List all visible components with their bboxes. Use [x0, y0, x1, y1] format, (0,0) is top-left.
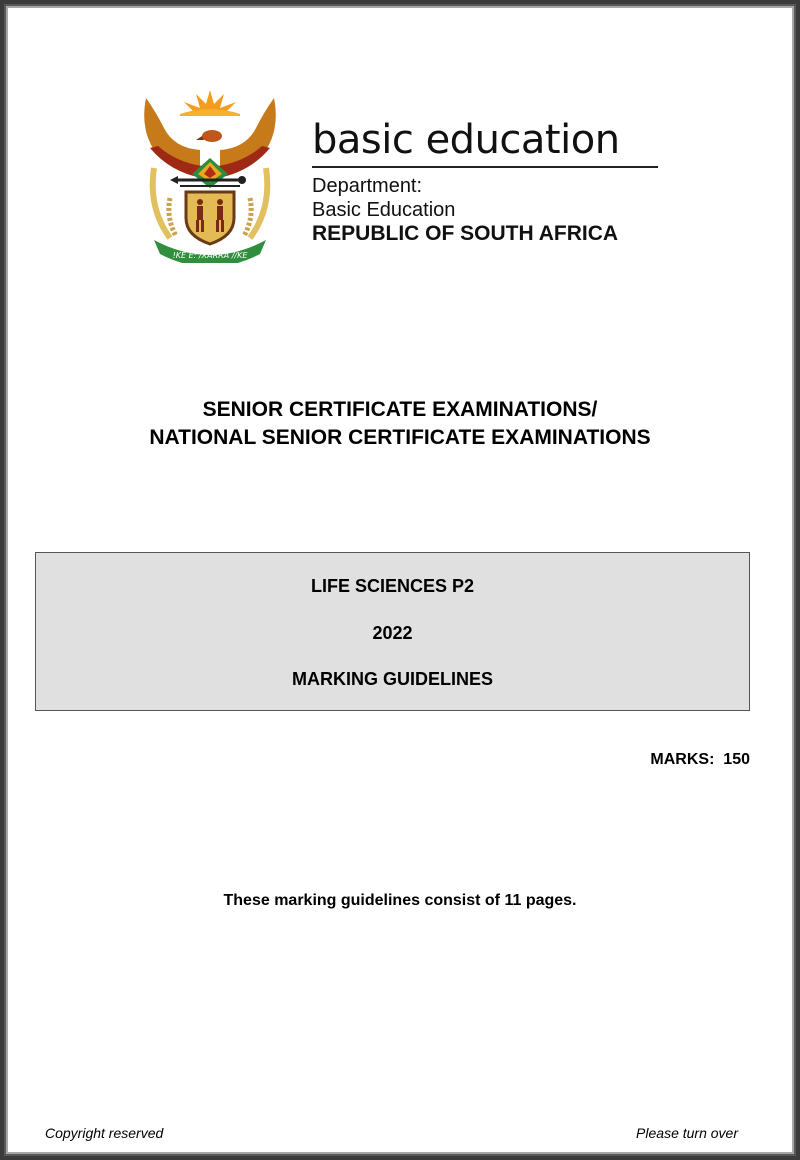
country-name: REPUBLIC OF SOUTH AFRICA	[312, 222, 619, 245]
south-africa-coat-of-arms-icon	[140, 88, 280, 263]
page-count-note: These marking guidelines consist of 11 pages.	[223, 892, 577, 909]
total-marks: MARKS: 150	[650, 751, 750, 768]
svg-text:!KE E: /XARRA //KE: !KE E: /XARRA //KE	[172, 251, 248, 260]
subject-name: LIFE SCIENCES P2	[310, 576, 475, 596]
footer-copyright: Copyright reserved	[45, 1125, 164, 1141]
sun-icon	[180, 90, 240, 116]
brand-title: basic education	[312, 118, 658, 168]
department-name: Basic Education	[312, 199, 456, 221]
exam-title-line-1: SENIOR CERTIFICATE EXAMINATIONS/	[202, 398, 598, 421]
exam-title	[0, 396, 800, 452]
document-type: MARKING GUIDELINES	[291, 669, 493, 689]
exam-year: 2022	[372, 623, 413, 643]
exam-title-line-2: NATIONAL SENIOR CERTIFICATE EXAMINATIONS	[149, 426, 651, 449]
subject-box	[35, 552, 750, 711]
footer-turn-over: Please turn over	[636, 1125, 738, 1141]
department-label: Department:	[312, 175, 423, 197]
department-branding	[312, 118, 658, 246]
